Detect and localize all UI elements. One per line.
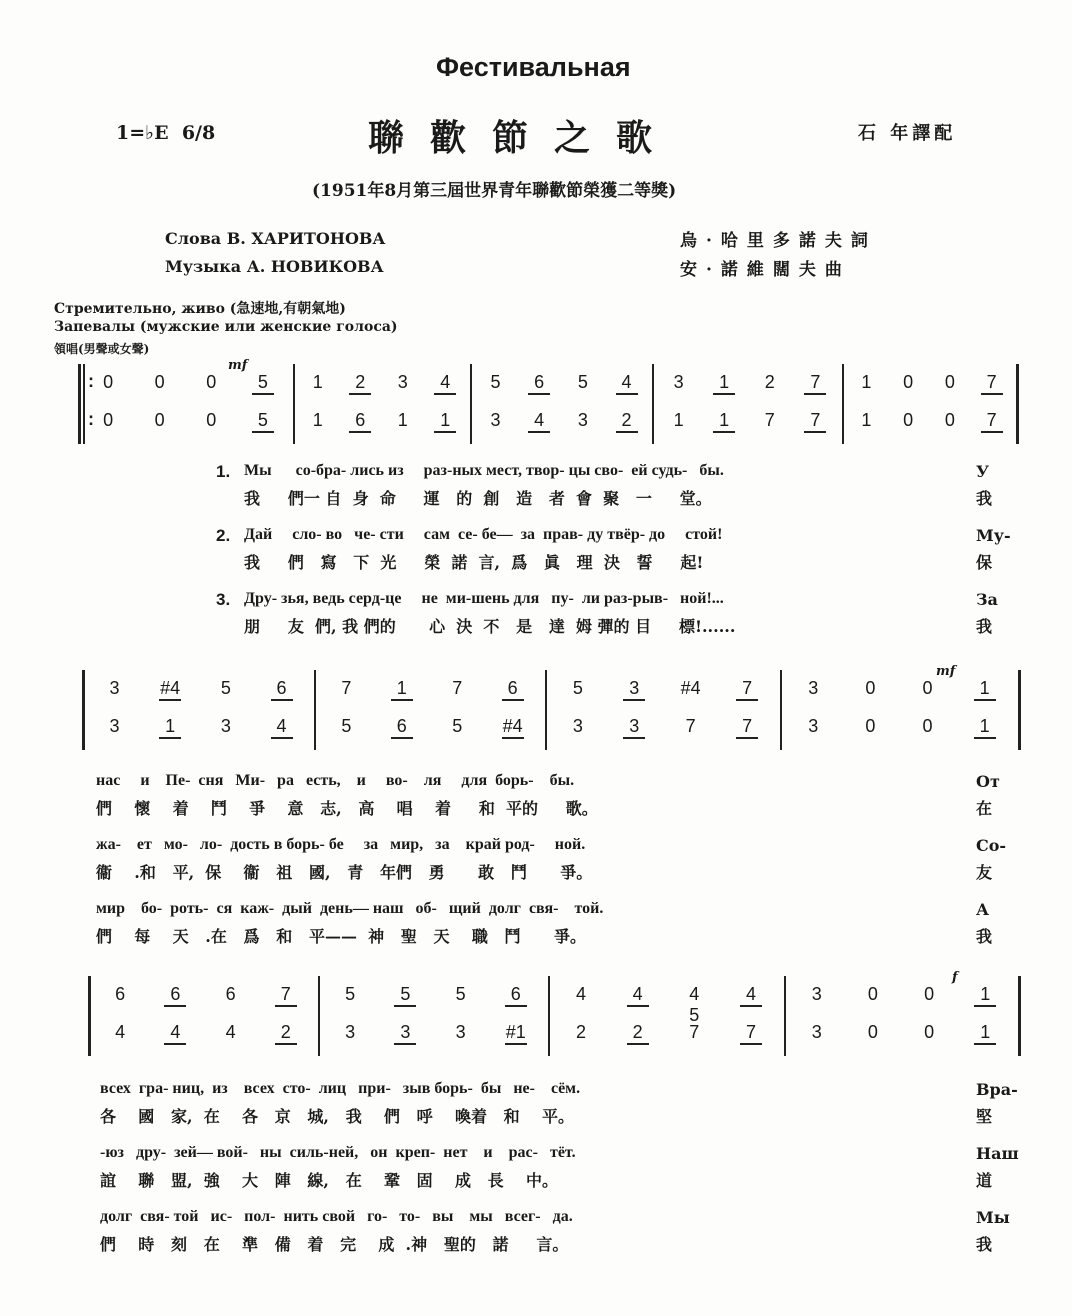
barline — [652, 364, 654, 444]
next-line-cue-zh: 我 — [976, 927, 993, 946]
upper-voice-note: 3 — [109, 678, 120, 698]
lower-voice-note: 1 — [861, 410, 872, 430]
lower-voice-note: 1 — [673, 410, 684, 430]
lower-voice-note: 6 — [391, 716, 413, 739]
next-line-cue-ru: У — [976, 462, 989, 481]
upper-voice-note: 6 — [505, 984, 527, 1007]
upper-voice-note: 0 — [944, 372, 955, 392]
lower-voice-note: 1 — [434, 410, 456, 433]
key-signature: 1=♭E 6/8 — [116, 122, 216, 144]
next-line-cue-ru: Му- — [976, 526, 1011, 545]
lyrics-chinese: 我 們 寫 下 光 榮 諾 言, 爲 眞 理 決 誓 起! — [244, 553, 704, 572]
next-line-cue-zh: 我 — [976, 617, 993, 636]
lower-voice-note: 1 — [974, 1022, 996, 1045]
lower-voice-note: 7 — [685, 716, 696, 736]
lyrics-russian: Дру- зья, ведь серд-це не ми-шень для пу- ли раз-рыв- ной!... — [244, 590, 724, 607]
lyrics-chinese: 誼 聯 盟, 強 大 陣 線, 在 鞏 固 成 長 中。 — [100, 1171, 558, 1190]
upper-voice-note: 1 — [974, 984, 996, 1007]
upper-voice-note: 5 — [394, 984, 416, 1007]
lower-voice-note: 5 — [341, 716, 352, 736]
lower-voice-note: 4 — [115, 1022, 126, 1042]
lower-voice-note: #1 — [505, 1022, 527, 1045]
lower-voice-note: 4 — [528, 410, 550, 433]
barline — [1018, 976, 1021, 1056]
next-line-cue-zh: 我 — [976, 489, 993, 508]
next-line-cue-ru: От — [976, 772, 1000, 791]
upper-voice-note: 6 — [528, 372, 550, 395]
upper-voice-note: 0 — [924, 984, 935, 1004]
upper-voice-note: 7 — [981, 372, 1003, 395]
next-line-cue-zh: 在 — [976, 799, 993, 818]
voices-marking: Запевалы (мужские или женские голоса) — [54, 319, 398, 335]
upper-voice-note: 4 5 — [689, 984, 700, 1025]
upper-voice-note: #4 — [159, 678, 181, 701]
upper-voice-note: 4 — [576, 984, 587, 1004]
lyrics-russian: всех гра- ниц, из всех сто- лиц при- зыв борь- бы не- сём. — [100, 1080, 581, 1097]
next-line-cue-ru: Мы — [976, 1208, 1010, 1227]
lower-voice-note: 1 — [713, 410, 735, 433]
lower-voice-note: 1 — [974, 716, 996, 739]
lower-voice-note: 0 — [206, 410, 217, 430]
voices-marking-zh: 領唱(男聲或女聲) — [54, 342, 150, 356]
upper-voice-note: 7 — [452, 678, 463, 698]
lyrics-chinese: 我 們一 自 身 命 運 的 創 造 者 會 聚 一 堂。 — [244, 489, 712, 508]
upper-voice-note: 5 — [345, 984, 356, 1004]
lower-voice-note: 5 — [452, 716, 463, 736]
lower-voice-note: 0 — [924, 1022, 935, 1042]
verse-number: 1. — [216, 462, 231, 481]
upper-voice-note: 5 — [252, 372, 274, 395]
lower-voice-note: 3 — [808, 716, 819, 736]
lower-voice-note: 7 — [689, 1022, 700, 1042]
next-line-cue-ru: За — [976, 590, 998, 609]
lyrics-russian: Мы со-бра- лись из раз-ных мест, твор- цы сво- ей судь- бы. — [244, 462, 724, 479]
upper-voice-note: 1 — [861, 372, 872, 392]
lyrics-chinese: 各 國 家, 在 各 京 城, 我 們 呼 喚着 和 平。 — [100, 1107, 574, 1126]
title-chinese: 聯歡節之歌 — [368, 117, 679, 159]
lyrics-russian: Дай сло- во че- сти сам се- бе— за прав- ду твёр- до стой! — [244, 526, 723, 543]
barline — [314, 670, 316, 750]
upper-voice-note: 3 — [811, 984, 822, 1004]
upper-voice-note: 0 — [867, 984, 878, 1004]
lyrics-russian: -юз дру- зей— вой- ны силь-ней, он креп- нет и рас- тёт. — [100, 1144, 576, 1161]
barline — [1018, 670, 1021, 750]
upper-voice-note: 5 — [220, 678, 231, 698]
barline — [842, 364, 844, 444]
next-line-cue-ru: Вра- — [976, 1080, 1018, 1099]
repeat-dots: : — [88, 409, 94, 429]
upper-voice-note: 4 — [627, 984, 649, 1007]
lower-voice-note: 3 — [220, 716, 231, 736]
repeat-barline — [83, 364, 85, 444]
barline — [545, 670, 547, 750]
next-line-cue-zh: 我 — [976, 1235, 993, 1254]
upper-voice-note: 3 — [623, 678, 645, 701]
lower-voice-note: 7 — [740, 1022, 762, 1045]
lower-voice-note: 3 — [623, 716, 645, 739]
lyricist-zh: 烏·哈里多諾夫詞 — [680, 231, 877, 251]
upper-voice-note: 1 — [391, 678, 413, 701]
upper-voice-note: 2 — [764, 372, 775, 392]
lower-voice-note: 3 — [394, 1022, 416, 1045]
lyrics-russian: нас и Пе- сня Ми- ра есть, и во- ля для борь- бы. — [96, 772, 575, 789]
upper-voice-note: 6 — [115, 984, 126, 1004]
lower-voice-note: 3 — [345, 1022, 356, 1042]
upper-voice-note: 5 — [455, 984, 466, 1004]
time-signature: 6/8 — [181, 122, 216, 144]
lower-voice-note: 3 — [572, 716, 583, 736]
tempo-marking: Стремительно, живо (急速地,有朝氣地) — [54, 301, 346, 317]
lower-voice-note: 3 — [490, 410, 501, 430]
next-line-cue-ru: Наш — [976, 1144, 1019, 1163]
lower-voice-note: 7 — [736, 716, 758, 739]
barline — [78, 364, 81, 444]
lyrics-chinese: 們 時 刻 在 準 備 着 完 成 .神 聖的 諾 言。 — [100, 1235, 569, 1254]
upper-voice-note: 6 — [502, 678, 524, 701]
dynamic-marking: f — [952, 970, 958, 985]
barline — [293, 364, 295, 444]
lower-voice-note: 0 — [867, 1022, 878, 1042]
upper-voice-note: 6 — [271, 678, 293, 701]
upper-voice-note: 4 — [740, 984, 762, 1007]
upper-voice-note: 5 — [577, 372, 588, 392]
dynamic-marking: mf — [228, 358, 248, 373]
next-line-cue-zh: 堅 — [976, 1107, 993, 1126]
lower-voice-note: 1 — [312, 410, 323, 430]
barline — [82, 670, 85, 750]
upper-voice-note: 0 — [922, 678, 933, 698]
upper-voice-note: 1 — [974, 678, 996, 701]
upper-voice-note: 4 — [434, 372, 456, 395]
repeat-dots: : — [88, 371, 94, 391]
music-system-2 — [0, 664, 1072, 750]
upper-voice-note: 7 — [804, 372, 826, 395]
lower-voice-note: 2 — [616, 410, 638, 433]
barline — [88, 976, 91, 1056]
upper-voice-note: 4 — [616, 372, 638, 395]
next-line-cue-zh: 道 — [976, 1171, 993, 1190]
upper-voice-note: 1 — [713, 372, 735, 395]
lyrics-chinese: 們 每 天 .在 爲 和 平—— 神 聖 天 職 鬥 爭。 — [96, 927, 586, 946]
upper-voice-note: 6 — [225, 984, 236, 1004]
lower-voice-note: 0 — [922, 716, 933, 736]
upper-voice-note: 0 — [865, 678, 876, 698]
lower-voice-note: 5 — [252, 410, 274, 433]
next-line-cue-ru: Со- — [976, 836, 1007, 855]
upper-voice-note: 6 — [164, 984, 186, 1007]
upper-voice-note: 5 — [572, 678, 583, 698]
lyrics-russian: мир бо- роть- ся каж- дый день— наш об- щий долг свя- той. — [96, 900, 604, 917]
composer-ru: Музыка А. НОВИКОВА — [165, 257, 384, 276]
lower-voice-note: 3 — [811, 1022, 822, 1042]
barline — [318, 976, 320, 1056]
upper-voice-note: #4 — [680, 678, 701, 698]
lyrics-russian: долг свя- той ис- пол- нить свой го- то- вы мы всег- да. — [100, 1208, 573, 1225]
lower-voice-note: 7 — [804, 410, 826, 433]
upper-voice-note: 0 — [103, 372, 114, 392]
award-subtitle: (1951年8月第三屆世界青年聯歡節榮獲二等獎) — [312, 181, 677, 201]
barline — [784, 976, 786, 1056]
upper-voice-note: 3 — [808, 678, 819, 698]
lower-voice-note: 6 — [349, 410, 371, 433]
lyrics-chinese: 衞 .和 平, 保 衞 祖 國, 青 年們 勇 敢 鬥 爭。 — [96, 863, 593, 882]
lower-voice-note: 7 — [764, 410, 775, 430]
lower-voice-note: 0 — [154, 410, 165, 430]
upper-voice-note: 7 — [275, 984, 297, 1007]
lyrics-chinese: 們 懷 着 鬥 爭 意 志, 高 唱 着 和 平的 歌。 — [96, 799, 598, 818]
lower-voice-note: 3 — [577, 410, 588, 430]
next-line-cue-zh: 友 — [976, 863, 993, 882]
lower-voice-note: #4 — [502, 716, 524, 739]
upper-voice-note: 0 — [154, 372, 165, 392]
upper-voice-note: 5 — [490, 372, 501, 392]
lower-voice-note: 0 — [865, 716, 876, 736]
upper-voice-note: 7 — [736, 678, 758, 701]
lyrics-russian: жа- ет мо- ло- дость в борь- бе за мир, за край род- ной. — [96, 836, 586, 853]
barline — [548, 976, 550, 1056]
upper-voice-note: 0 — [206, 372, 217, 392]
lower-voice-note: 2 — [627, 1022, 649, 1045]
lower-voice-note: 0 — [903, 410, 914, 430]
upper-voice-note: 3 — [673, 372, 684, 392]
music-system-1 — [0, 358, 1072, 444]
verse-number: 2. — [216, 526, 231, 545]
lower-voice-note: 2 — [576, 1022, 587, 1042]
lower-voice-note: 0 — [944, 410, 955, 430]
upper-voice-note: 2 — [349, 372, 371, 395]
barline — [780, 670, 782, 750]
lower-voice-note: 4 — [271, 716, 293, 739]
lower-voice-note: 1 — [397, 410, 408, 430]
lower-voice-note: 3 — [455, 1022, 466, 1042]
dynamic-marking: mf — [936, 664, 956, 679]
music-system-3 — [0, 970, 1072, 1056]
barline — [1016, 364, 1019, 444]
lower-voice-note: 1 — [159, 716, 181, 739]
title-russian: Фестивальная — [436, 52, 631, 82]
next-line-cue-ru: А — [976, 900, 990, 919]
lower-voice-note: 4 — [164, 1022, 186, 1045]
upper-voice-note: 1 — [312, 372, 323, 392]
translator-credit: 石 年譯配 — [858, 123, 957, 144]
lyricist-ru: Слова В. ХАРИТОНОВА — [165, 229, 386, 248]
lower-voice-note: 0 — [103, 410, 114, 430]
lower-voice-note: 7 — [981, 410, 1003, 433]
upper-voice-note: 0 — [903, 372, 914, 392]
next-line-cue-zh: 保 — [976, 553, 993, 572]
upper-voice-note: 7 — [341, 678, 352, 698]
upper-voice-note: 3 — [397, 372, 408, 392]
barline — [470, 364, 472, 444]
lower-voice-note: 4 — [225, 1022, 236, 1042]
composer-zh: 安·諾維闊夫曲 — [680, 260, 851, 280]
lower-voice-note: 3 — [109, 716, 120, 736]
lyrics-chinese: 朋 友 們, 我 們的 心 決 不 是 達 姆 彈的 目 標!...... — [244, 617, 736, 636]
lower-voice-note: 2 — [275, 1022, 297, 1045]
verse-number: 3. — [216, 590, 231, 609]
